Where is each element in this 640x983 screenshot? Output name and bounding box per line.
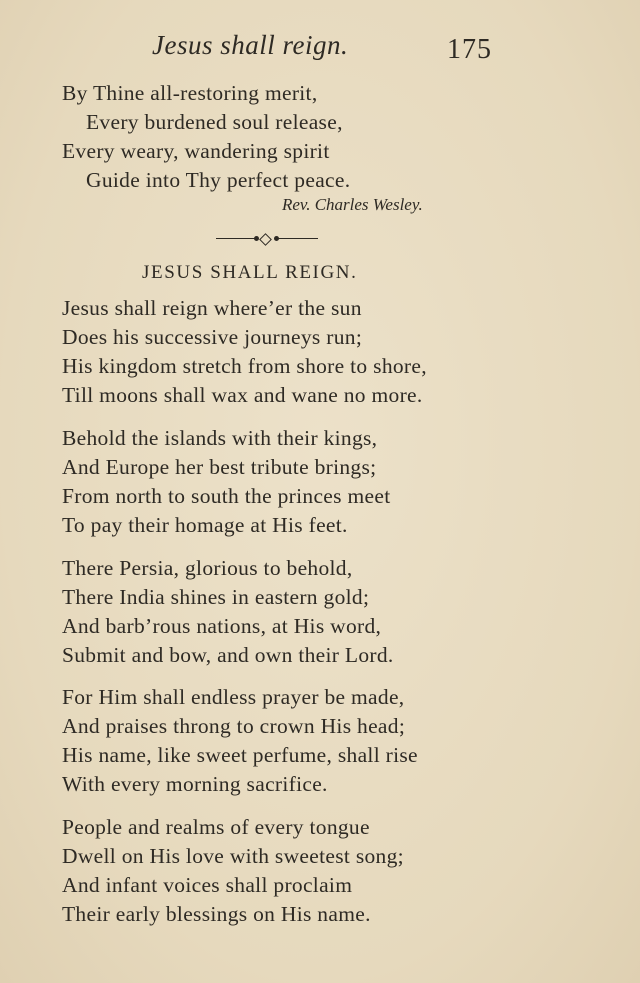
verse-line: With every morning sacrifice. [62,772,328,796]
verse-line: And Europe her best tribute brings; [62,455,377,479]
section-divider-ornament [216,232,318,246]
verse-line: Every burdened soul release, [86,110,343,134]
verse-line: Till moons shall wax and wane no more. [62,383,423,407]
verse-line: His name, like sweet perfume, shall rise [62,743,418,767]
verse-line: From north to south the princes meet [62,484,391,508]
verse-line: There Persia, glorious to behold, [62,556,353,580]
verse-line: Every weary, wandering spirit [62,139,330,163]
verse-line: And barb’rous nations, at His word, [62,614,382,638]
hymn-title: JESUS SHALL REIGN. [142,262,358,283]
verse-line: And praises throng to crown His head; [62,714,406,738]
verse-line: To pay their homage at His feet. [62,513,348,537]
verse-line: His kingdom stretch from shore to shore, [62,354,427,378]
verse-line: For Him shall endless prayer be made, [62,685,405,709]
verse-line: Behold the islands with their kings, [62,426,378,450]
verse-line: By Thine all-restoring merit, [62,81,318,105]
verse-line: Dwell on His love with sweetest song; [62,844,404,868]
verse-line: Submit and bow, and own their Lord. [62,643,394,667]
verse-line: Their early blessings on His name. [62,902,371,926]
verse-line: Guide into Thy perfect peace. [86,168,351,192]
verse-line: And infant voices shall proclaim [62,873,353,897]
verse-line: Does his successive journeys run; [62,325,363,349]
verse-line: Jesus shall reign where’er the sun [62,296,362,320]
verse-line: People and realms of every tongue [62,815,370,839]
verse-line: There India shines in eastern gold; [62,585,370,609]
author-attribution: Rev. Charles Wesley. [282,195,423,214]
running-head [0,26,640,66]
page-number: 175 [447,34,492,65]
running-title: Jesus shall reign. [152,30,349,60]
